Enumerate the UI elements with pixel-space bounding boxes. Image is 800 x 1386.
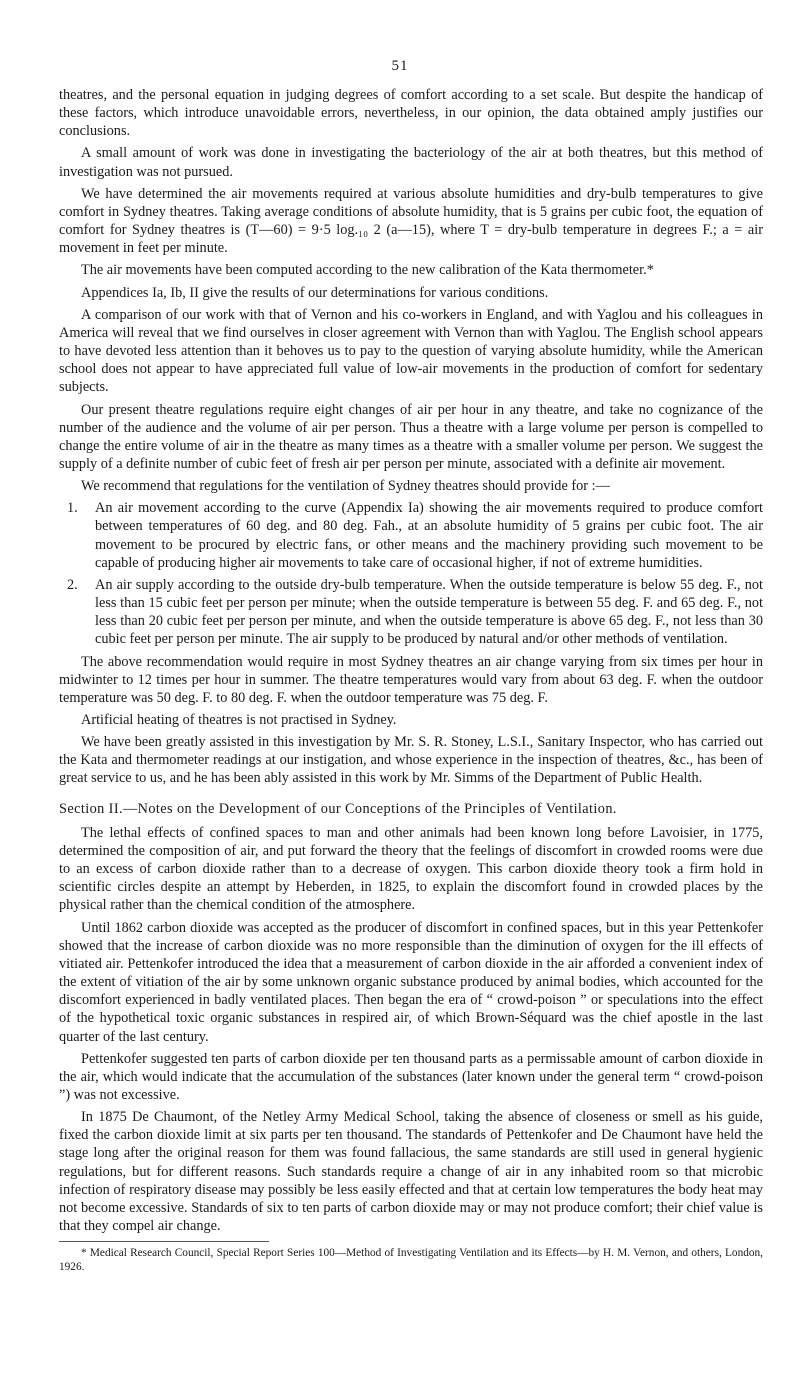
paragraph: theatres, and the personal equation in judging degrees of comfort according to a set scale. But despite the handicap of these factors, which introduce unavoidable errors, nevertheless, in our opinion, the data obtained amply justifies our conclusions. bbox=[59, 87, 763, 140]
list-item-number: 2. bbox=[67, 576, 78, 593]
paragraph: We have determined the air movements required at various absolute humidities and dry-bulb temperatures to give comfort in Sydney theatres. Taking average conditions of absolute humidity, that is 5 grains per cubic foot, the equation of comfort for Sydney theatres is (T—60) = 9·5 log.₁₀ 2 (a—15), where T = dry-bulb temperature in degrees F.; a = air movement in feet per minute. bbox=[59, 185, 763, 257]
list-item bbox=[59, 499, 763, 572]
footnote: * Medical Research Council, Special Report Series 100—Method of Investigating Ventilation and its Effects—by H. M. Vernon, and others, London, 1926. bbox=[59, 1247, 763, 1274]
footnote-divider bbox=[59, 1241, 269, 1242]
list-item-text: An air movement according to the curve (Appendix Ia) showing the air movements required to produce comfort between temperatures of 60 deg. and 80 deg. Fah., at an absolute humidity of 5 grains per cubic foot. The air movement to be procured by electric fans, or other means and the machinery providing such movement to be capable of producing higher air movements to take care of occasional higher, if not of extreme humidities. bbox=[95, 500, 763, 571]
paragraph: The above recommendation would require in most Sydney theatres an air change varying from six times per hour in midwinter to 12 times per hour in summer. The theatre temperatures would vary from about 63 deg. F. when the outdoor temperature was 50 deg. F. to 80 deg. F. when the outdoor temperature was 75 deg. F. bbox=[59, 653, 763, 706]
body-text bbox=[59, 86, 763, 1274]
paragraph: We recommend that regulations for the ventilation of Sydney theatres should provide for :— bbox=[81, 478, 610, 495]
list-item-number: 1. bbox=[67, 500, 78, 517]
page-number: 51 bbox=[391, 58, 409, 74]
paragraph: Appendices Ia, Ib, II give the results of our determinations for various conditions. bbox=[81, 284, 549, 301]
section-heading: Section II.—Notes on the Development of our Conceptions of the Principles of Ventilation. bbox=[59, 800, 617, 817]
paragraph: Until 1862 carbon dioxide was accepted as the producer of discomfort in confined spaces, but in this year Pettenkofer showed that the increase of carbon dioxide was no more responsible than the diminution of oxygen for the ill effects of vitiated air. Pettenkofer introduced the idea that a measurement of carbon dioxide in the air afforded a convenient index of the extent of vitiation of the air by some unknown organic substance produced by animal bodies, which accounted for the discomfort experienced in badly ventilated places. Then began the era of “ crowd-poison ” or speculations into the effect of the hypothetical toxic organic substances in respired air, of which Brown-Séquard was the chief apostle in the last quarter of the last century. bbox=[59, 919, 763, 1045]
list-item-text: An air supply according to the outside dry-bulb temperature. When the outside temperature is below 55 deg. F., not less than 15 cubic feet per person per minute; when the outside temperature is between 55 deg. F. and 65 deg. F., not less than 20 cubic feet per person per minute, and when the outside temperature is above 65 deg. F., not less than 30 cubic feet per person per minute. The air supply to be produced by natural and/or other methods of ventilation. bbox=[95, 576, 763, 648]
recommendations-list bbox=[59, 499, 763, 648]
paragraph: A small amount of work was done in investigating the bacteriology of the air at both theatres, but this method of investigation was not pursued. bbox=[59, 145, 763, 180]
paragraph: In 1875 De Chaumont, of the Netley Army Medical School, taking the absence of closeness or smell as his guide, fixed the carbon dioxide limit at six parts per ten thousand. The standards of Pettenkofer and De Chaumont have held the stage long after the original reason for them was found fallacious, the same standards are still used in general hygienic regulations, but for different reasons. Such standards require a change of air in any inhabited room so that microbic infection of respiratory disease may possibly be less easily effected and that at certain low temperatures the body heat may not become excessive. Standards of six to ten parts of carbon dioxide may or may not produce comfort; their chief value is that they compel air change. bbox=[59, 1109, 763, 1235]
paragraph: A comparison of our work with that of Vernon and his co-workers in England, and with Yaglou and his colleagues in America will reveal that we find ourselves in closer agreement with Vernon than with Yaglou. The English school appears to have devoted less attention than it behoves us to pay to the question of varying absolute humidity, while the American school does not appear to have appreciated full value of low-air movements in the production of comfort for sedentary subjects. bbox=[59, 306, 763, 396]
paragraph: Artificial heating of theatres is not practised in Sydney. bbox=[81, 712, 397, 728]
paragraph: Pettenkofer suggested ten parts of carbon dioxide per ten thousand parts as a permissable amount of carbon dioxide in the air, which would indicate that the accumulation of the substances (later known under the general term “ crowd-poison ”) was not excessive. bbox=[59, 1050, 763, 1103]
paragraph: The air movements have been computed according to the new calibration of the Kata thermometer.* bbox=[81, 262, 654, 279]
list-item bbox=[59, 576, 763, 649]
paragraph: We have been greatly assisted in this investigation by Mr. S. R. Stoney, L.S.I., Sanitary Inspector, who has carried out the Kata and thermometer readings at our instigation, and whose experience in the inspection of theatres, &c., has been of great service to us, and he has been ably assisted in this work by Mr. Simms of the Department of Public Health. bbox=[59, 734, 763, 787]
paragraph: The lethal effects of confined spaces to man and other animals had been known long before Lavoisier, in 1775, determined the composition of air, and put forward the theory that the feelings of discomfort in crowded rooms were due to an excess of carbon dioxide rather than to a decrease of oxygen. This carbon dioxide theory took a firm hold in scientific circles despite an attempt by Heberden, in 1825, to explain the discomfort found in crowded places by the physical rather than the chemical condition of the atmosphere. bbox=[59, 824, 763, 914]
paragraph: Our present theatre regulations require eight changes of air per hour in any theatre, and take no cognizance of the number of the audience and the volume of air per person. Thus a theatre with a large volume per person is compelled to change the entire volume of air in the theatre as many times as a theatre with a smaller volume per person. We suggest the supply of a definite number of cubic feet of fresh air per person per minute, associated with a definite air movement. bbox=[59, 401, 763, 472]
